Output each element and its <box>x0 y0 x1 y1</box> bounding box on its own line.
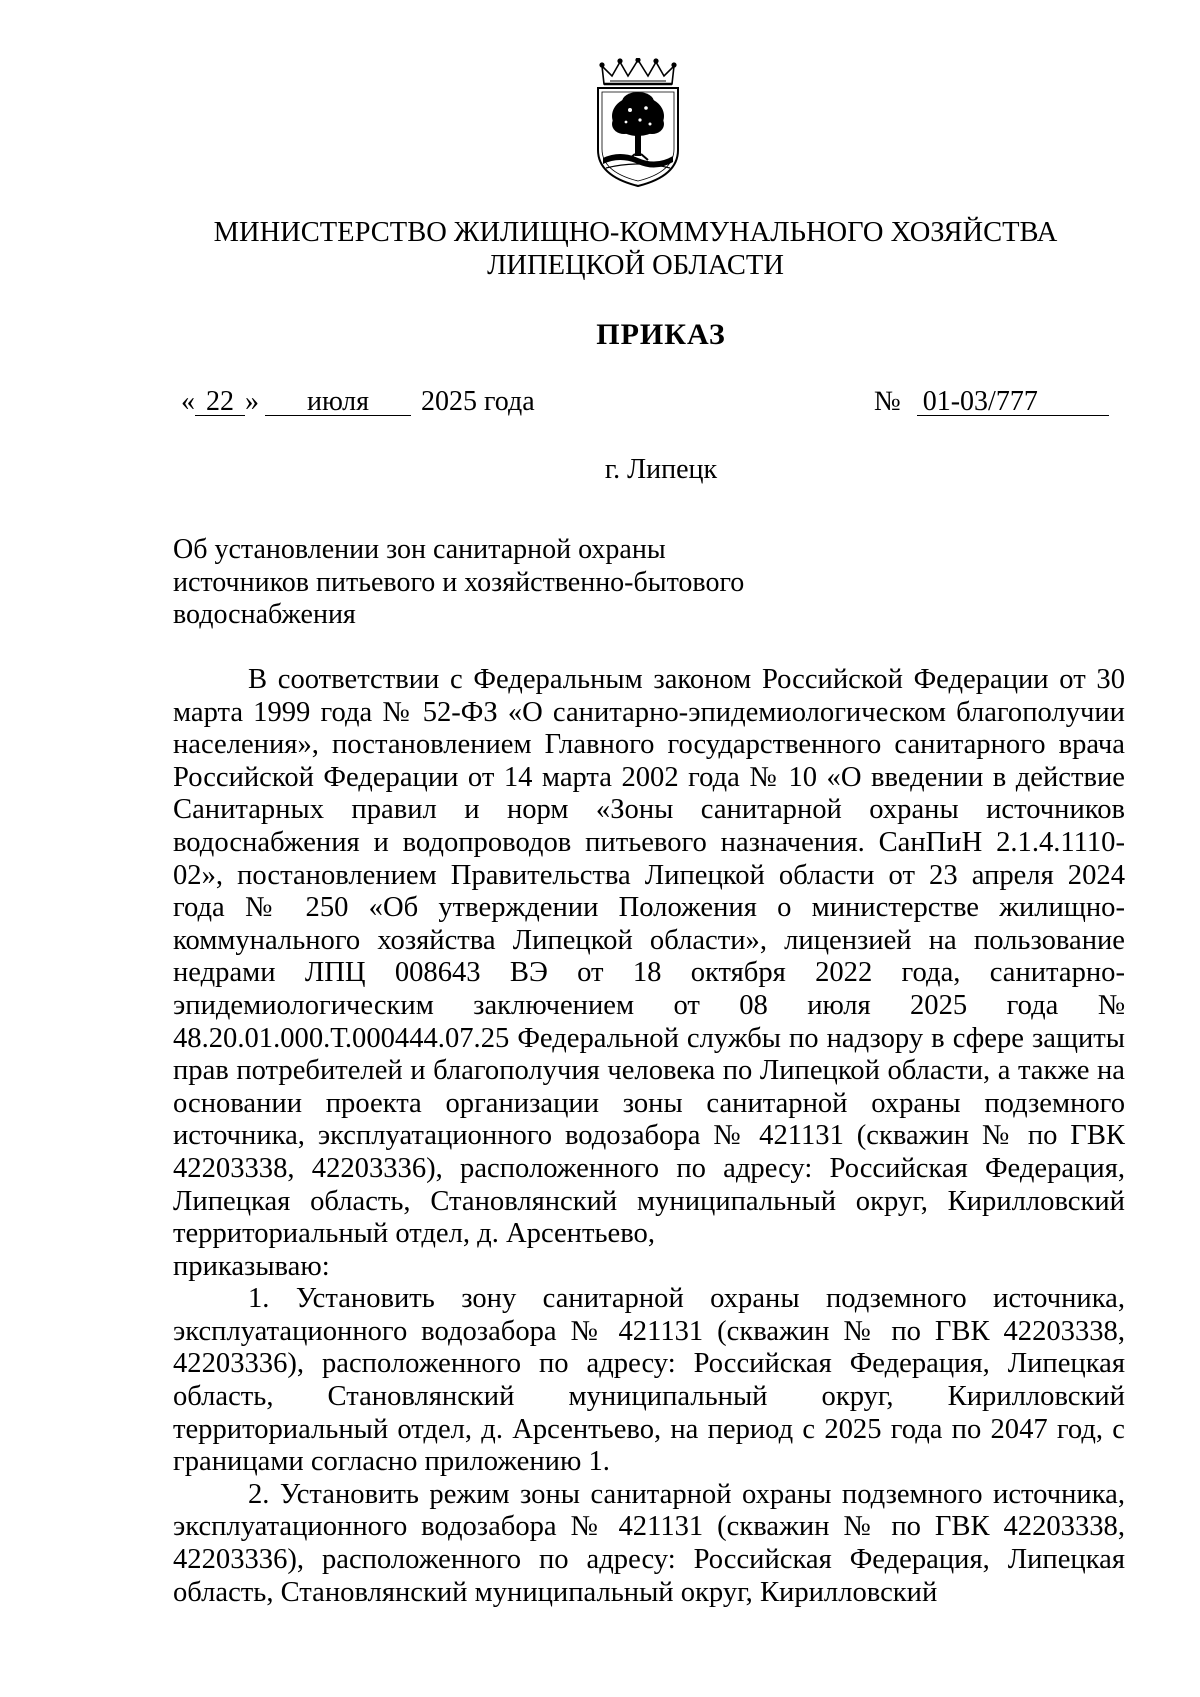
order-number <box>874 386 1109 418</box>
order-subject <box>173 534 813 632</box>
ministry-name <box>0 216 1200 282</box>
date-year: 2025 года <box>421 386 535 417</box>
crown-icon <box>600 58 676 84</box>
date-month: июля <box>265 389 411 416</box>
number-sign: № <box>874 386 901 417</box>
order-item-2: 2. Установить режим зоны санитарной охраны подземного источника, эксплуатационного водозабора № 421131 (скважин № по ГВК 42203338, 42203336), расположенного по адресу: Российская Федерация, Липецкая область, Становлянский муниципальный округ, Кирилловский <box>173 1478 1125 1608</box>
date-close-quote: » <box>245 386 259 417</box>
ministry-name-line2: ЛИПЕЦКОЙ ОБЛАСТИ <box>487 250 784 281</box>
subject-line3: водоснабжения <box>173 599 356 630</box>
subject-line2: источников питьевого и хозяйственно-бытового <box>173 566 745 598</box>
order-date <box>181 386 535 418</box>
city: г. Липецк <box>604 454 718 485</box>
date-open-quote: « <box>181 386 195 417</box>
order-word: приказываю: <box>173 1250 330 1282</box>
document-type: ПРИКАЗ <box>596 318 726 351</box>
date-day: 22 <box>195 389 245 416</box>
ministry-name-line1: МИНИСТЕРСТВО ЖИЛИЩНО-КОММУНАЛЬНОГО ХОЗЯЙСТВА <box>213 217 1058 248</box>
subject-line1: Об установлении зон санитарной охраны <box>173 534 666 565</box>
coat-of-arms-emblem <box>590 58 686 188</box>
number-value: 01-03/777 <box>917 389 1109 416</box>
preamble-paragraph: В соответствии с Федеральным законом Российской Федерации от 30 марта 1999 года № 52-ФЗ «О санитарно-эпидемиологическом благополучии населения», постановлением Главного государственного санитарного врача Российской Федерации от 14 марта 2002 года № 10 «О введении в действие Санитарных правил и норм «Зоны санитарной охраны источников водоснабжения и водопроводов питьевого назначения. СанПиН 2.1.4.1110-02», постановлением Правительства Липецкой области от 23 апреля 2024 года № 250 «Об утверждении Положения о министерстве жилищно-коммунального хозяйства Липецкой области», лицензией на пользование недрами ЛПЦ 008643 ВЭ от 18 октября 2022 года, санитарно-эпидемиологическим заключением от 08 июля 2025 года № 48.20.01.000.Т.000444.07.25 Федеральной службы по надзору в сфере защиты прав потребителей и благополучия человека по Липецкой области, а также на основании проекта организации зоны санитарной охраны подземного источника, эксплуатационного водозабора № 421131 (скважин № по ГВК 42203338, 42203336), расположенного по адресу: Российская Федерация, Липецкая область, Становлянский муниципальный округ, Кирилловский территориальный отдел, д. Арсентьево, <box>173 664 1125 1250</box>
order-body <box>173 664 1125 1609</box>
order-item-1: 1. Установить зону санитарной охраны подземного источника, эксплуатационного водозабора № 421131 (скважин № по ГВК 42203338, 42203336), расположенного по адресу: Российская Федерация, Липецкая область, Становлянский муниципальный округ, Кирилловский территориальный отдел, д. Арсентьево, на период с 2025 года по 2047 год, с границами согласно приложению 1. <box>173 1283 1125 1478</box>
